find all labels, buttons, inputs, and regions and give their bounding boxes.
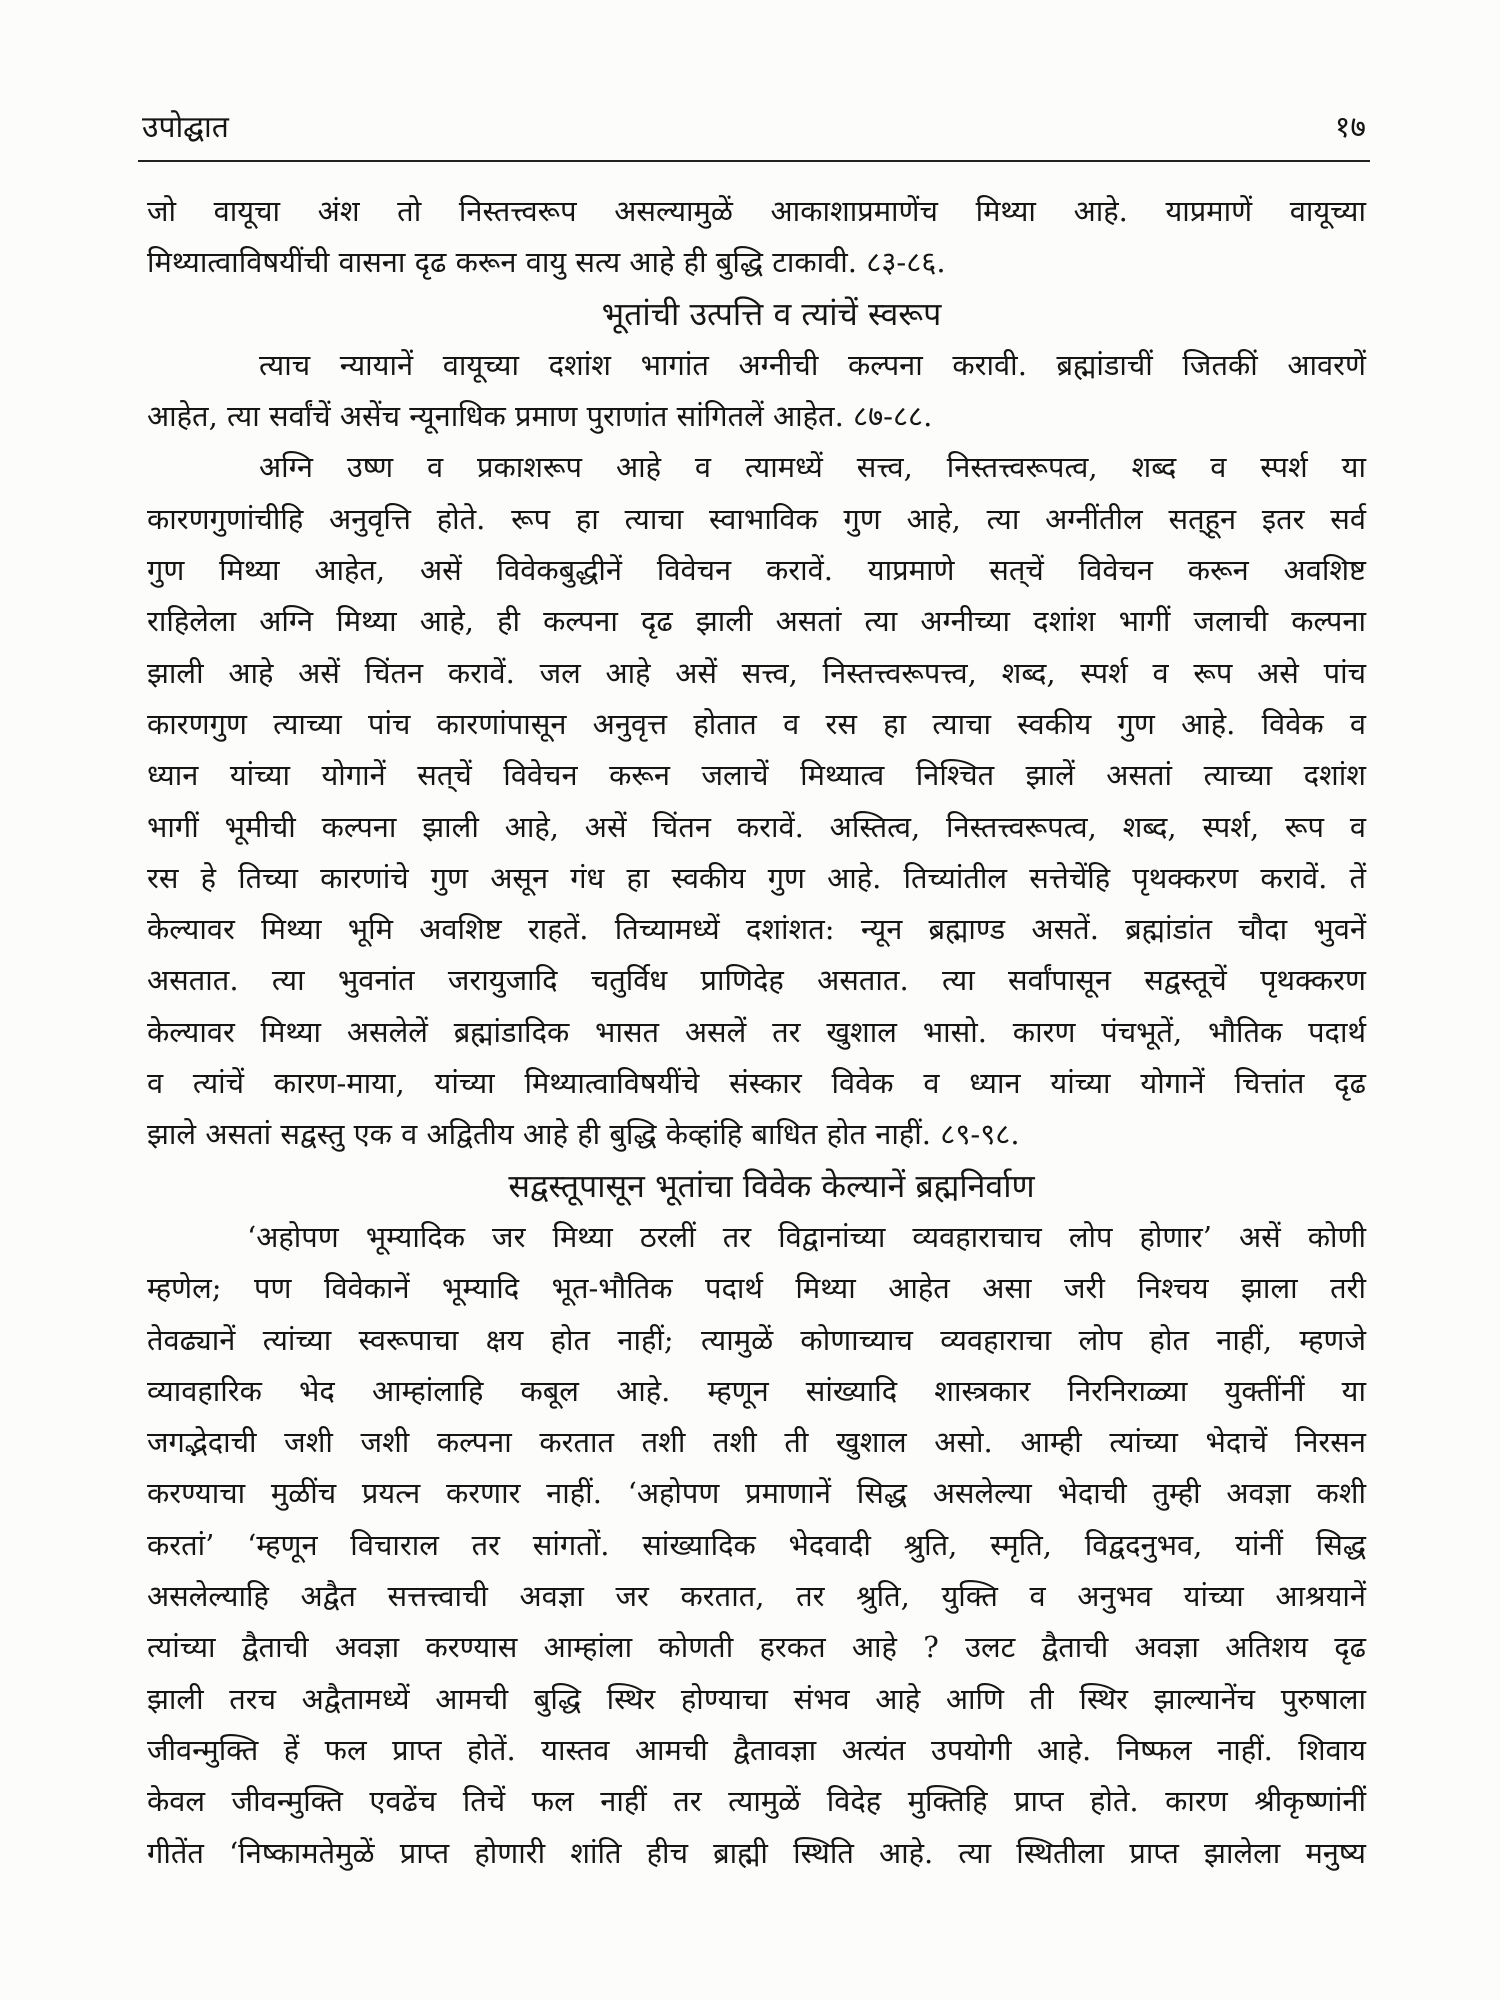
paragraph-line: कारणगुण त्याच्या पांच कारणांपासून अनुवृत्त होतात व रस हा त्याचा स्वकीय गुण आहे. विवेक व — [147, 706, 1366, 741]
paragraph-line: रस हे तिच्या कारणांचे गुण असून गंध हा स्वकीय गुण आहे. तिच्यांतील सत्तेचेंहि पृथक्करण करावें. तें — [147, 860, 1366, 895]
paragraph-line: असतात. त्या भुवनांत जरायुजादि चतुर्विध प्राणिदेह असतात. त्या सर्वांपासून सद्वस्तूचें पृथक्करण — [147, 963, 1366, 998]
paragraph — [147, 186, 1366, 289]
paragraph-line: झाली तरच अद्वैतामध्यें आमची बुद्धि स्थिर होण्याचा संभव आहे आणि ती स्थिर झाल्यानेंच पुरुषाला — [147, 1681, 1366, 1716]
paragraph-line: झाली आहे असें चिंतन करावें. जल आहे असें सत्त्व, निस्तत्त्वरूपत्त्व, शब्द, स्पर्श व रूप असे पांच — [147, 655, 1366, 690]
paragraph-line: केवल जीवन्मुक्ति एवढेंच तिचें फल नाहीं तर त्यामुळें विदेह मुक्तिहि प्राप्त होते. कारण श्रीकृष्णांनीं — [147, 1784, 1366, 1819]
paragraph-line: तेवढ्यानें त्यांच्या स्वरूपाचा क्षय होत नाहीं; त्यामुळें कोणाच्याच व्यवहाराचा लोप होत नाहीं, म्हणजे — [147, 1322, 1366, 1357]
paragraph-line: मिथ्यात्वाविषयींची वासना दृढ करून वायु सत्य आहे ही बुद्धि टाकावी. ८३-८६. — [147, 245, 946, 280]
paragraph-line: त्यांच्या द्वैताची अवज्ञा करण्यास आम्हांला कोणती हरकत आहे ? उलट द्वैताची अवज्ञा अतिशय दृढ — [147, 1630, 1366, 1665]
paragraph-line: ध्यान यांच्या योगानें सत्‌चें विवेचन करून जलाचें मिथ्यात्व निश्चित झालें असतां त्याच्या दशांश — [147, 758, 1366, 793]
paragraph-line: कारणगुणांचीहि अनुवृत्ति होते. रूप हा त्याचा स्वाभाविक गुण आहे, त्या अग्नींतील सत्‌हून इतर सर्व — [147, 501, 1366, 536]
page-body — [147, 186, 1366, 1879]
section-heading: सद्वस्तूपासून भूतांचा विवेक केल्यानें ब्रह्मनिर्वाण — [508, 1166, 1035, 1205]
paragraph-line: झाले असतां सद्वस्तु एक व अद्वितीय आहे ही बुद्धि केव्हांहि बाधित होत नाहीं. ८९-९८. — [147, 1117, 1020, 1152]
paragraph-line: केल्यावर मिथ्या असलेलें ब्रह्मांडादिक भासत असलें तर खुशाल भासो. कारण पंचभूतें, भौतिक पदार्थ — [147, 1014, 1366, 1049]
paragraph-line: व्यावहारिक भेद आम्हांलाहि कबूल आहे. म्हणून सांख्यादि शास्त्रकार निरनिराळ्या युक्तींनीं या — [147, 1373, 1366, 1408]
section-heading: भूतांची उत्पत्ति व त्यांचें स्वरूप — [601, 294, 942, 333]
paragraph-line: जीवन्मुक्ति हें फल प्राप्त होतें. यास्तव आमची द्वैतावज्ञा अत्यंत उपयोगी आहे. निष्फल नाहीं. शिवाय — [147, 1732, 1366, 1767]
page-number: १७ — [1334, 110, 1366, 145]
paragraph-line: म्हणेल; पण विवेकानें भूम्यादि भूत-भौतिक पदार्थ मिथ्या आहेत असा जरी निश्चय झाला तरी — [147, 1271, 1366, 1306]
paragraph-line: जो वायूचा अंश तो निस्तत्त्वरूप असल्यामुळें आकाशाप्रमाणेंच मिथ्या आहे. याप्रमाणें वायूच्या — [147, 194, 1366, 228]
paragraph-line: त्याच न्यायानें वायूच्या दशांश भागांत अग्नीची कल्पना करावी. ब्रह्मांडाचीं जितकीं आवरणें — [259, 347, 1366, 382]
paragraph — [147, 442, 1366, 1160]
header-rule — [138, 160, 1370, 162]
paragraph-line: केल्यावर मिथ्या भूमि अवशिष्ट राहतें. तिच्यामध्यें दशांशत: न्यून ब्रह्माण्ड असतें. ब्रह्मांडांत चौदा भुवनें — [147, 912, 1366, 947]
paragraph-line: जगद्भेदाची जशी जशी कल्पना करतात तशी तशी ती खुशाल असो. आम्ही त्यांच्या भेदाचें निरसन — [147, 1425, 1366, 1460]
paragraph-line: अग्नि उष्ण व प्रकाशरूप आहे व त्यामध्यें सत्त्व, निस्तत्त्वरूपत्व, शब्द व स्पर्श या — [259, 450, 1366, 485]
paragraph-line: राहिलेला अग्नि मिथ्या आहे, ही कल्पना दृढ झाली असतां त्या अग्नीच्या दशांश भागीं जलाची कल्पना — [147, 604, 1366, 639]
paragraph — [147, 340, 1366, 443]
paragraph-line: ‘अहोपण भूम्यादिक जर मिथ्या ठरलीं तर विद्वानांच्या व्यवहाराचाच लोप होणार’ असें कोणी — [247, 1219, 1366, 1254]
running-header — [142, 104, 1366, 152]
paragraph-line: गीतेंत ‘निष्कामतेमुळें प्राप्त होणारी शांति हीच ब्राह्मी स्थिति आहे. त्या स्थितीला प्राप्त झालेला मनुष्य — [147, 1835, 1366, 1870]
paragraph-line: करतां’ ‘म्हणून विचाराल तर सांगतों. सांख्यादिक भेदवादी श्रुति, स्मृति, विद्वदनुभव, यांनीं सिद्ध — [147, 1527, 1366, 1562]
paragraph-line: भागीं भूमीची कल्पना झाली आहे, असें चिंतन करावें. अस्तित्व, निस्तत्त्वरूपत्व, शब्द, स्पर्श, रूप व — [147, 809, 1366, 844]
running-title: उपोद्घात — [142, 110, 229, 145]
paragraph-line: व त्यांचें कारण-माया, यांच्या मिथ्यात्वाविषयींचे संस्कार विवेक व ध्यान यांच्या योगानें चित्तांत दृढ — [147, 1066, 1366, 1101]
paragraph — [147, 1212, 1366, 1879]
paragraph-line: गुण मिथ्या आहेत, असें विवेकबुद्धीनें विवेचन करावें. याप्रमाणे सत्‌चें विवेचन करून अवशिष्ट — [147, 553, 1366, 588]
paragraph-line: आहेत, त्या सर्वांचें असेंच न्यूनाधिक प्रमाण पुराणांत सांगितलें आहेत. ८७-८८. — [147, 399, 933, 434]
paragraph-line: करण्याचा मुळींच प्रयत्न करणार नाहीं. ‘अहोपण प्रमाणानें सिद्ध असलेल्या भेदाची तुम्ही अवज्ञा कशी — [147, 1476, 1366, 1511]
paragraph-line: असलेल्याहि अद्वैत सत्तत्त्वाची अवज्ञा जर करतात, तर श्रुति, युक्ति व अनुभव यांच्या आश्रयानें — [147, 1579, 1366, 1614]
